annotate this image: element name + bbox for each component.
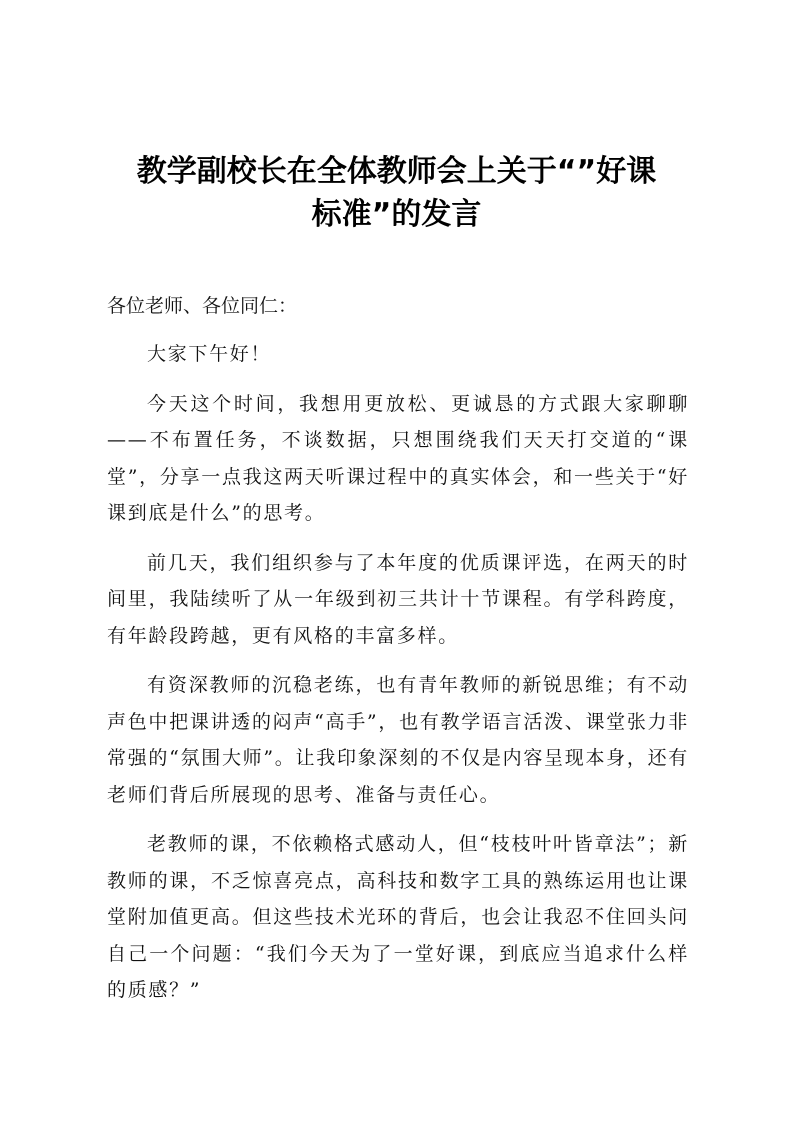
salutation: 各位老师、各位同仁： — [107, 295, 298, 317]
paragraph: 前几天，我们组织参与了本年度的优质课评选，在两天的时间里，我陆续听了从一年级到初三共计十节课程。有学科跨度，有年龄段跨越，更有风格的丰富多样。 — [107, 551, 689, 647]
greeting: 大家下午好！ — [147, 343, 272, 365]
title-line-1: 教学副校长在全体教师会上关于“”好课 — [136, 154, 657, 189]
title-line-2: 标准”的发言 — [311, 197, 482, 232]
document-body — [107, 288, 689, 1009]
paragraph: 有资深教师的沉稳老练，也有青年教师的新锐思维；有不动声色中把课讲透的闷声“高手”，也有教学语言活泼、课堂张力非常强的“氛围大师”。让我印象深刻的不仅是内容呈现本身，还有老师们背后所展现的思考、准备与责任心。 — [107, 674, 689, 806]
paragraph: 今天这个时间，我想用更放松、更诚恳的方式跟大家聊聊——不布置任务，不谈数据，只想围绕我们天天打交道的“课堂”，分享一点我这两天听课过程中的真实体会，和一些关于“好课到底是什么”的思考。 — [107, 392, 689, 524]
paragraph: 老教师的课，不依赖格式感动人，但“枝枝叶叶皆章法”；新教师的课，不乏惊喜亮点，高科技和数字工具的熟练运用也让课堂附加值更高。但这些技术光环的背后，也会让我忍不住回头问自己一个问题：“我们今天为了一堂好课，到底应当追求什么样的质感？” — [107, 833, 689, 1001]
page-title — [90, 150, 703, 236]
